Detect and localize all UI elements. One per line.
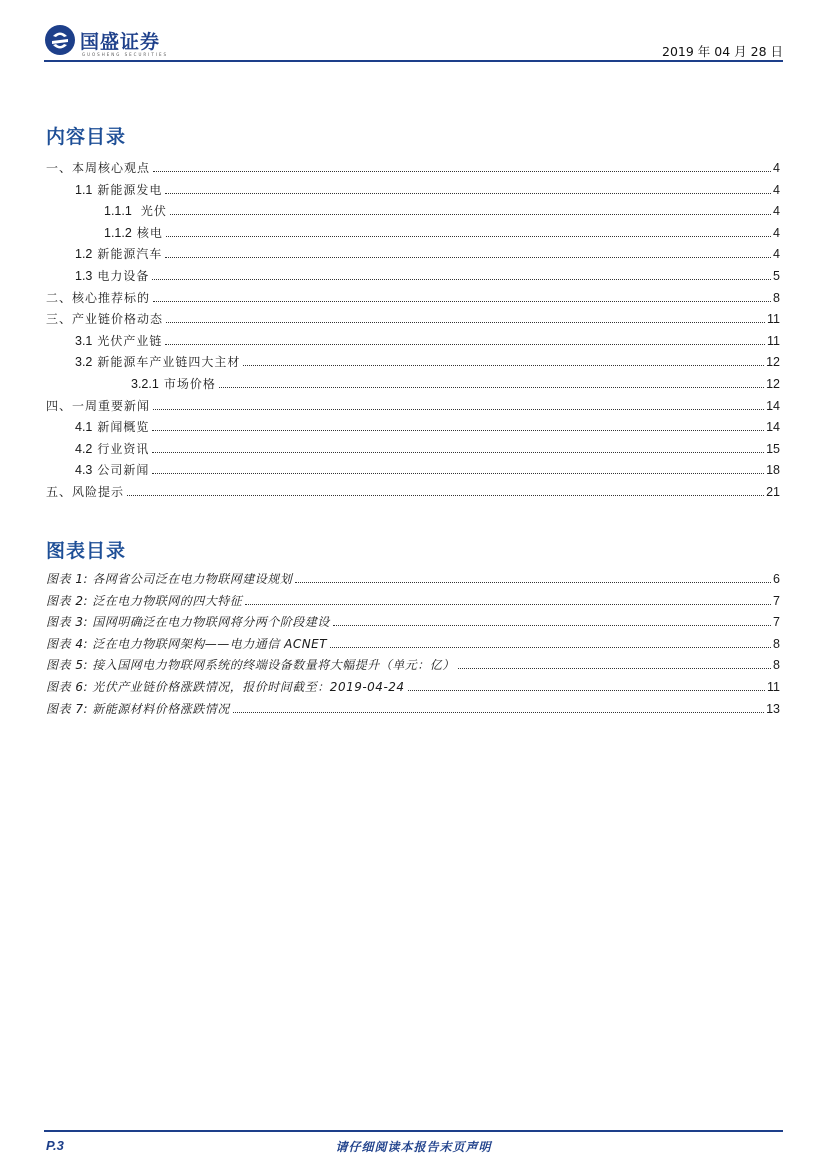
- dot-leader: [152, 473, 764, 474]
- toc-entry-page: 4: [773, 204, 780, 219]
- toc-entry-label: 光伏产业链: [97, 333, 163, 348]
- toc-entry-label: 五、风险提示: [46, 484, 125, 499]
- figure-entry[interactable]: [46, 635, 780, 657]
- toc-entry[interactable]: [46, 375, 780, 397]
- toc-entry-number: 1.1.2: [104, 225, 132, 240]
- toc-entry-page: 11: [767, 333, 780, 348]
- figure-entry-page: 7: [773, 593, 780, 608]
- toc-entry[interactable]: [46, 289, 780, 311]
- toc-entry-page: 12: [766, 376, 780, 391]
- report-date: 2019 年 04 月 28 日: [662, 44, 783, 59]
- figure-entry[interactable]: [46, 613, 780, 635]
- figure-entry-label: 图表 6: 光伏产业链价格涨跌情况，报价时间截至：2019-04-24: [46, 679, 405, 694]
- figure-entry-page: 8: [773, 636, 780, 651]
- toc-entry-number: 4.1: [75, 420, 93, 435]
- toc-entry[interactable]: [46, 181, 780, 203]
- page-header: [44, 18, 783, 62]
- figure-entry[interactable]: [46, 570, 780, 592]
- dot-leader: [330, 647, 771, 648]
- toc-entry-number: 1.1.1: [104, 204, 132, 219]
- figures-title: 图表目录: [46, 540, 127, 562]
- toc-entry[interactable]: [46, 332, 780, 354]
- dot-leader: [166, 236, 771, 237]
- toc-entry-number: 3.2.1: [131, 376, 159, 391]
- toc-entry-page: 14: [766, 420, 780, 435]
- dot-leader: [333, 625, 771, 626]
- toc-entry[interactable]: [46, 418, 780, 440]
- toc-entry[interactable]: [46, 224, 780, 246]
- toc-entry-label: 二、核心推荐标的: [46, 290, 151, 305]
- logo-text: 国盛证券: [80, 31, 161, 53]
- toc-entry-page: 4: [773, 225, 780, 240]
- toc-entry-page: 11: [767, 312, 780, 327]
- figure-entry-page: 13: [766, 701, 780, 716]
- toc-entry[interactable]: [46, 440, 780, 462]
- toc-entry[interactable]: [46, 202, 780, 224]
- figure-entry-label: 图表 3: 国网明确泛在电力物联网将分两个阶段建设: [46, 615, 330, 630]
- figure-entry-label: 图表 5: 接入国网电力物联网系统的终端设备数量将大幅提升（单元：亿）: [46, 658, 455, 673]
- dot-leader: [152, 452, 764, 453]
- figure-entry-label: 图表 1: 各网省公司泛在电力物联网建设规划: [46, 572, 293, 586]
- dot-leader: [152, 279, 771, 280]
- figure-list: [46, 570, 780, 721]
- table-of-contents: [46, 159, 780, 505]
- toc-entry-label: 核电: [136, 225, 163, 240]
- header-divider: [44, 60, 783, 62]
- toc-entry-number: 1.3: [75, 268, 93, 283]
- figure-entry-label: 图表 2: 泛在电力物联网的四大特征: [46, 593, 243, 608]
- toc-entry-label: 公司新闻: [97, 463, 150, 478]
- dot-leader: [408, 690, 765, 691]
- toc-entry-number: 1.2: [75, 247, 93, 262]
- toc-entry-label: 新能源车产业链四大主材: [97, 355, 241, 370]
- figure-entry[interactable]: [46, 678, 780, 700]
- dot-leader: [153, 171, 771, 172]
- toc-entry-page: 5: [773, 268, 780, 283]
- toc-entry-page: 18: [766, 463, 780, 478]
- figure-entry[interactable]: [46, 656, 780, 678]
- toc-entry-label: 新闻概览: [97, 420, 150, 435]
- toc-entry[interactable]: [46, 267, 780, 289]
- logo-icon: [44, 24, 76, 56]
- figure-entry-page: 6: [773, 572, 780, 586]
- dot-leader: [153, 301, 771, 302]
- figure-entry[interactable]: [46, 592, 780, 614]
- toc-entry-number: 3.2: [75, 355, 93, 370]
- toc-entry-label: 光伏: [140, 204, 167, 219]
- toc-entry[interactable]: [46, 310, 780, 332]
- dot-leader: [165, 344, 765, 345]
- dot-leader: [152, 430, 764, 431]
- toc-entry[interactable]: [46, 461, 780, 483]
- dot-leader: [245, 604, 771, 605]
- disclaimer-note: 请仔细阅读本报告末页声明: [335, 1140, 492, 1154]
- toc-entry-page: 8: [773, 290, 780, 305]
- figure-entry[interactable]: [46, 700, 780, 722]
- figure-entry-label: 图表 7: 新能源材料价格涨跌情况: [46, 701, 230, 716]
- dot-leader: [153, 409, 764, 410]
- toc-entry-label: 一、本周核心观点: [46, 161, 151, 175]
- toc-entry-page: 12: [766, 355, 780, 370]
- toc-entry-page: 15: [766, 441, 780, 456]
- toc-entry-label: 行业资讯: [97, 441, 150, 456]
- toc-entry[interactable]: [46, 353, 780, 375]
- figure-entry-page: 8: [773, 658, 780, 673]
- toc-entry-page: 4: [773, 247, 780, 262]
- dot-leader: [165, 193, 771, 194]
- toc-entry-number: 4.3: [75, 463, 93, 478]
- toc-entry[interactable]: [46, 245, 780, 267]
- dot-leader: [127, 495, 764, 496]
- dot-leader: [166, 322, 765, 323]
- toc-entry[interactable]: [46, 159, 780, 181]
- toc-entry-label: 新能源发电: [97, 182, 163, 197]
- toc-entry-label: 四、一周重要新闻: [46, 398, 151, 413]
- footer-divider: [44, 1130, 783, 1132]
- figure-entry-page: 7: [773, 615, 780, 630]
- page-number: P.3: [46, 1138, 64, 1153]
- dot-leader: [165, 257, 771, 258]
- toc-entry-page: 21: [766, 484, 780, 499]
- dot-leader: [170, 214, 771, 215]
- figure-entry-label: 图表 4: 泛在电力物联网架构——电力通信 ACNET: [46, 636, 328, 651]
- dot-leader: [458, 668, 771, 669]
- toc-entry[interactable]: [46, 483, 780, 505]
- dot-leader: [219, 387, 764, 388]
- logo-subtext: GUOSHENG SECURITIES: [82, 52, 169, 57]
- toc-entry-label: 市场价格: [163, 376, 216, 391]
- toc-entry-page: 4: [773, 161, 780, 175]
- toc-entry-label: 电力设备: [97, 268, 150, 283]
- toc-entry-page: 14: [766, 398, 780, 413]
- figure-entry-page: 11: [767, 679, 780, 694]
- toc-entry-number: 3.1: [75, 333, 93, 348]
- dot-leader: [243, 365, 764, 366]
- toc-entry-label: 新能源汽车: [97, 247, 163, 262]
- toc-title: 内容目录: [46, 126, 127, 148]
- toc-entry-number: 1.1: [75, 182, 93, 197]
- company-logo: [44, 24, 184, 58]
- toc-entry-label: 三、产业链价格动态: [46, 312, 164, 327]
- toc-entry-page: 4: [773, 182, 780, 197]
- toc-entry-number: 4.2: [75, 441, 93, 456]
- dot-leader: [295, 582, 771, 583]
- dot-leader: [233, 712, 764, 713]
- toc-entry[interactable]: [46, 397, 780, 419]
